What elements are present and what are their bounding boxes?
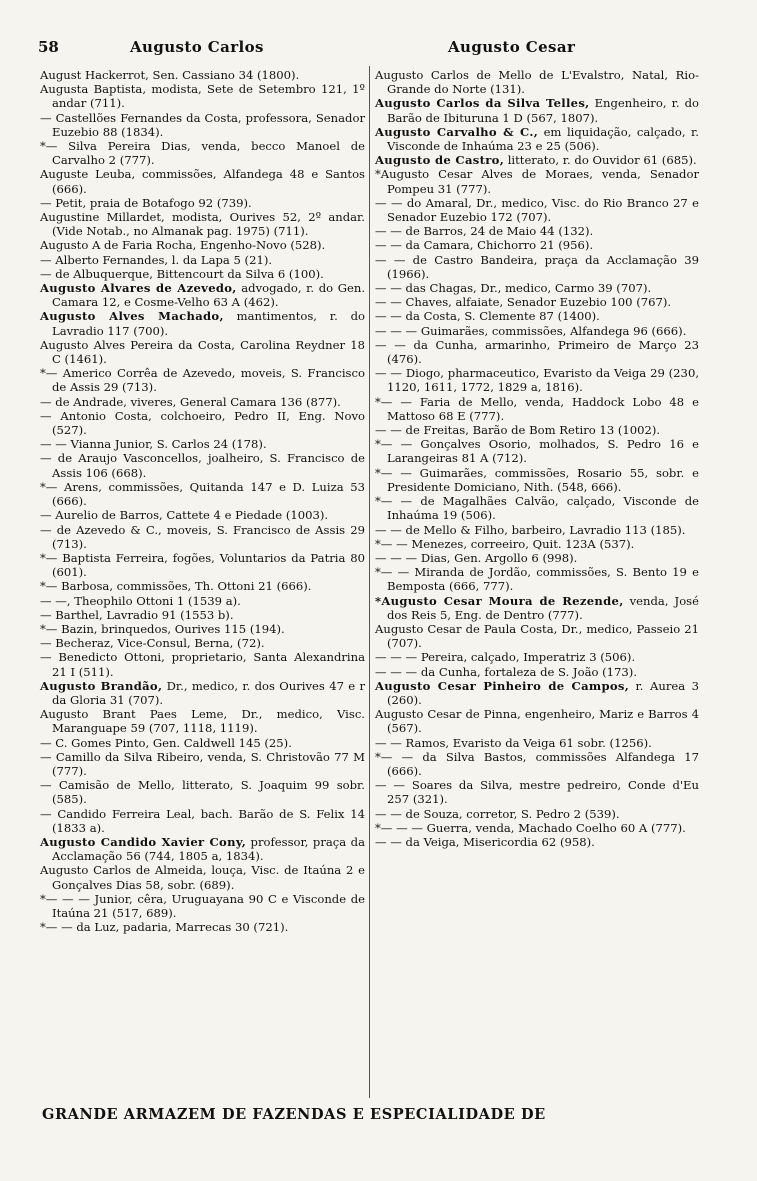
entry-text: Augusto Alves Pereira da Costa, Carolina Reydner 18 C (1461). <box>40 337 365 367</box>
directory-entry <box>375 835 699 849</box>
directory-entry <box>375 750 699 778</box>
directory-entry <box>375 523 699 537</box>
directory-entry <box>375 68 699 96</box>
directory-entry <box>375 125 699 153</box>
directory-entry <box>375 594 699 622</box>
entry-text: mantimentos, r. do Lavradio 117 (700). <box>52 309 365 338</box>
entry-text: — — de Mello & Filho, barbeiro, Lavradio 113 (185). <box>375 522 686 537</box>
entry-text: — — da Camara, Chichorro 21 (956). <box>375 238 594 253</box>
entry-text: — — de Castro Bandeira, praça da Acclamação 39 (1966). <box>375 252 699 281</box>
directory-entry <box>40 196 365 210</box>
entry-text: Augusto Carlos de Mello de L'Evalstro, Natal, Rio-Grande do Norte (131). <box>375 68 699 97</box>
entry-text: em liquidação, calçado, r. Visconde de Inhaúma 23 e 25 (506). <box>387 124 699 154</box>
entry-text: *Augusto Cesar Alves de Moraes, venda, Senador Pompeu 31 (777). <box>375 167 699 196</box>
directory-entry <box>40 281 365 309</box>
entry-text: *— — Guimarães, commissões, Rosario 55, sobr. e Presidente Domiciano, Nith. (548, 666). <box>375 465 699 494</box>
entry-text: — de Andrade, viveres, General Camara 136 (877). <box>40 394 341 409</box>
directory-entry <box>375 807 699 821</box>
directory-entry <box>375 295 699 309</box>
entry-name: Augusto Carvalho & C., <box>375 124 539 139</box>
entry-text: — — — da Cunha, fortaleza de S. João (173). <box>375 664 638 679</box>
directory-entry <box>40 253 365 267</box>
entry-text: — Aurelio de Barros, Cattete 4 e Piedade (1003). <box>40 508 329 523</box>
entry-text: — Antonio Costa, colchoeiro, Pedro II, Eng. Novo (527). <box>40 408 365 438</box>
directory-entry <box>375 324 699 338</box>
entry-text: Dr., medico, r. dos Ourives 47 e r da Gloria 31 (707). <box>52 678 365 707</box>
left-column <box>40 68 365 934</box>
page-header <box>38 38 698 60</box>
entry-text: — de Azevedo & C., moveis, S. Francisco de Assis 29 (713). <box>40 522 365 551</box>
entry-text: Augusto Cesar de Pinna, engenheiro, Mariz e Barros 4 (567). <box>375 707 699 736</box>
entry-text: — — da Veiga, Misericordia 62 (958). <box>375 834 595 849</box>
entry-text: — — da Cunha, armarinho, Primeiro de Março 23 (476). <box>375 337 699 367</box>
entry-text: — —, Theophilo Ottoni 1 (1539 a). <box>40 593 241 608</box>
directory-entry <box>40 807 365 835</box>
directory-entry <box>40 451 365 479</box>
directory-entry <box>40 139 365 167</box>
directory-entry <box>40 309 365 337</box>
entry-text: — — Soares da Silva, mestre pedreiro, Conde d'Eu 257 (321). <box>375 778 699 807</box>
entry-text: — de Albuquerque, Bittencourt da Silva 6 (100). <box>40 266 324 281</box>
entry-text: — Petit, praia de Botafogo 92 (739). <box>40 195 252 210</box>
entry-text: — Becheraz, Vice-Consul, Berna, (72). <box>40 636 265 651</box>
directory-entry <box>40 778 365 806</box>
directory-entry <box>40 480 365 508</box>
directory-entry <box>375 253 699 281</box>
entry-text: *— Silva Pereira Dias, venda, becco Manoel de Carvalho 2 (777). <box>40 139 365 168</box>
directory-entry <box>40 338 365 366</box>
directory-entry <box>40 707 365 735</box>
directory-entry <box>375 395 699 423</box>
directory-entry <box>40 835 365 863</box>
entry-text: *— Bazin, brinquedos, Ourives 115 (194). <box>40 621 285 636</box>
entry-text: — — da Costa, S. Clemente 87 (1400). <box>375 309 600 324</box>
entry-text: r. Aurea 3 (260). <box>387 678 699 707</box>
directory-entry <box>40 508 365 522</box>
entry-text: *— Arens, commissões, Quitanda 147 e D. Luiza 53 (666). <box>40 479 365 509</box>
entry-text: — — Diogo, pharmaceutico, Evaristo da Veiga 29 (230, 1120, 1611, 1772, 1829 a, 1816). <box>375 366 699 395</box>
entry-text: — — — Dias, Gen. Argollo 6 (998). <box>375 550 578 565</box>
page-number: 58 <box>38 38 59 56</box>
directory-entry <box>40 594 365 608</box>
directory-entry <box>375 736 699 750</box>
directory-entry <box>40 863 365 891</box>
directory-entry <box>40 68 365 82</box>
entry-text: Augusto Brant Paes Leme, Dr., medico, Visc. Maranguape 59 (707, 1118, 1119). <box>40 707 365 736</box>
entry-text: advogado, r. do Gen. Camara 12, e Cosme-Velho 63 A (462). <box>52 281 366 310</box>
directory-entry <box>40 523 365 551</box>
directory-entry <box>375 153 699 167</box>
entry-name: Augusto Alvares de Azevedo, <box>40 281 237 296</box>
directory-entry <box>375 238 699 252</box>
entry-text: *— — Miranda de Jordão, commissões, S. Bento 19 e Bemposta (666, 777). <box>375 565 699 594</box>
directory-entry <box>40 167 365 195</box>
entry-name: Augusto de Castro, <box>375 153 505 168</box>
directory-entry <box>375 821 699 835</box>
directory-entry <box>375 437 699 465</box>
directory-entry <box>375 423 699 437</box>
entry-text: — Candido Ferreira Leal, bach. Barão de S. Felix 14 (1833 a). <box>40 806 365 835</box>
directory-entry <box>40 111 365 139</box>
directory-entry <box>40 920 365 934</box>
entry-text: Augusto Carlos de Almeida, louça, Visc. de Itaúna 2 e Gonçalves Dias 58, sobr. (689). <box>40 863 365 892</box>
entry-text: — Castellões Fernandes da Costa, professora, Senador Euzebio 88 (1834). <box>40 110 365 139</box>
directory-entry <box>40 608 365 622</box>
entry-name: Augusto Alves Machado, <box>40 309 224 324</box>
directory-entry <box>375 537 699 551</box>
column-divider <box>369 66 370 1098</box>
directory-entry <box>40 210 365 238</box>
entry-text: — — Ramos, Evaristo da Veiga 61 sobr. (1256). <box>375 735 652 750</box>
entry-text: *— — Gonçalves Osorio, molhados, S. Pedro 16 e Larangeiras 81 A (712). <box>375 437 699 466</box>
directory-entry <box>375 196 699 224</box>
entry-text: — — Vianna Junior, S. Carlos 24 (178). <box>40 437 267 452</box>
entry-text: Augusto Cesar de Paula Costa, Dr., medico, Passeio 21 (707). <box>375 621 699 651</box>
directory-entry <box>375 338 699 366</box>
entry-text: — Alberto Fernandes, l. da Lapa 5 (21). <box>40 252 273 267</box>
directory-entry <box>375 679 699 707</box>
entry-text: professor, praça da Acclamação 56 (744, 1805 a, 1834). <box>52 834 365 864</box>
entry-text: — — de Barros, 24 de Maio 44 (132). <box>375 224 594 239</box>
directory-entry <box>40 366 365 394</box>
directory-entry <box>375 665 699 679</box>
directory-entry <box>40 892 365 920</box>
entry-text: *— — — Guerra, venda, Machado Coelho 60 A (777). <box>375 820 686 835</box>
directory-entry <box>40 622 365 636</box>
entry-text: Augusta Baptista, modista, Sete de Setembro 121, 1º andar (711). <box>40 82 365 111</box>
directory-entry <box>375 707 699 735</box>
directory-entry <box>375 650 699 664</box>
entry-text: *— — da Silva Bastos, commissões Alfandega 17 (666). <box>375 749 699 778</box>
directory-entry <box>40 551 365 579</box>
directory-entry <box>375 551 699 565</box>
directory-entry <box>40 636 365 650</box>
directory-entry <box>40 437 365 451</box>
directory-entry <box>40 395 365 409</box>
entry-text: — — das Chagas, Dr., medico, Carmo 39 (707). <box>375 281 652 296</box>
entry-name: Augusto Candido Xavier Cony, <box>40 834 247 849</box>
entry-text: — — do Amaral, Dr., medico, Visc. do Rio Branco 27 e Senador Euzebio 172 (707). <box>375 195 699 225</box>
directory-entry <box>375 622 699 650</box>
entry-text: — Camillo da Silva Ribeiro, venda, S. Christovão 77 M (777). <box>40 749 365 778</box>
directory-entry <box>375 366 699 394</box>
entry-text: litterato, r. do Ouvidor 61 (685). <box>504 153 697 168</box>
directory-entry <box>375 466 699 494</box>
entry-text: *— Barbosa, commissões, Th. Ottoni 21 (666). <box>40 579 312 594</box>
entry-text: venda, José dos Reis 5, Eng. de Dentro (777). <box>387 593 699 622</box>
entry-text: *— — — Junior, cêra, Uruguayana 90 C e Visconde de Itaúna 21 (517, 689). <box>40 891 365 920</box>
entry-text: — Benedicto Ottoni, proprietario, Santa Alexandrina 21 I (511). <box>40 650 365 679</box>
entry-text: *— Americo Corrêa de Azevedo, moveis, S. Francisco de Assis 29 (713). <box>40 366 365 395</box>
right-running-head: Augusto Cesar <box>448 38 576 56</box>
left-running-head: Augusto Carlos <box>130 38 264 56</box>
directory-entry <box>375 309 699 323</box>
directory-entry <box>375 778 699 806</box>
directory-entry <box>40 409 365 437</box>
entry-name: *Augusto Cesar Moura de Rezende, <box>375 593 624 608</box>
entry-text: — — Chaves, alfaiate, Senador Euzebio 100 (767). <box>375 295 672 310</box>
entry-text: — C. Gomes Pinto, Gen. Caldwell 145 (25). <box>40 735 292 750</box>
entry-text: Augustine Millardet, modista, Ourives 52, 2º andar. (Vide Notab., no Almanak pag. 1975) (711). <box>40 210 365 239</box>
directory-entry <box>375 281 699 295</box>
directory-entry <box>375 565 699 593</box>
entry-text: August Hackerrot, Sen. Cassiano 34 (1800). <box>40 68 300 82</box>
entry-text: — — de Souza, corretor, S. Pedro 2 (539). <box>375 806 620 821</box>
directory-entry <box>40 267 365 281</box>
entry-text: — Barthel, Lavradio 91 (1553 b). <box>40 607 234 622</box>
directory-entry <box>375 96 699 124</box>
entry-text: Augusto A de Faria Rocha, Engenho-Novo (528). <box>40 238 326 253</box>
right-column <box>375 68 699 849</box>
directory-entry <box>375 167 699 195</box>
entry-name: Augusto Carlos da Silva Telles, <box>375 96 590 111</box>
entry-text: *— — Menezes, correeiro, Quit. 123A (537). <box>375 536 635 551</box>
entry-text: — Camisão de Mello, litterato, S. Joaquim 99 sobr. (585). <box>40 778 365 807</box>
directory-entry <box>375 494 699 522</box>
directory-entry <box>40 650 365 678</box>
footer-advert: GRANDE ARMAZEM DE FAZENDAS E ESPECIALIDADE DE <box>42 1106 546 1123</box>
entry-text: Auguste Leuba, commissões, Alfandega 48 e Santos (666). <box>40 167 365 196</box>
entry-name: Augusto Cesar Pinheiro de Campos, <box>375 678 630 693</box>
directory-entry <box>40 579 365 593</box>
entry-text: — — — Pereira, calçado, Imperatriz 3 (506). <box>375 650 636 665</box>
entry-text: *— — Faria de Mello, venda, Haddock Lobo 48 e Mattoso 68 E (777). <box>375 394 699 423</box>
entry-name: Augusto Brandão, <box>40 678 163 693</box>
directory-entry <box>40 750 365 778</box>
directory-entry <box>375 224 699 238</box>
directory-entry <box>40 679 365 707</box>
entry-text: — — de Freitas, Barão de Bom Retiro 13 (1002). <box>375 423 661 438</box>
entry-text: *— — da Luz, padaria, Marrecas 30 (721). <box>40 920 289 935</box>
entry-text: — — — Guimarães, commissões, Alfandega 96 (666). <box>375 323 687 338</box>
entry-text: *— — de Magalhães Calvão, calçado, Visconde de Inhaúma 19 (506). <box>375 494 699 523</box>
directory-entry <box>40 238 365 252</box>
directory-entry <box>40 82 365 110</box>
entry-text: — de Araujo Vasconcellos, joalheiro, S. Francisco de Assis 106 (668). <box>40 451 365 480</box>
entry-text: *— Baptista Ferreira, fogões, Voluntarios da Patria 80 (601). <box>40 550 365 580</box>
directory-entry <box>40 736 365 750</box>
entry-text: Engenheiro, r. do Barão de Ibituruna 1 D (567, 1807). <box>387 96 699 125</box>
